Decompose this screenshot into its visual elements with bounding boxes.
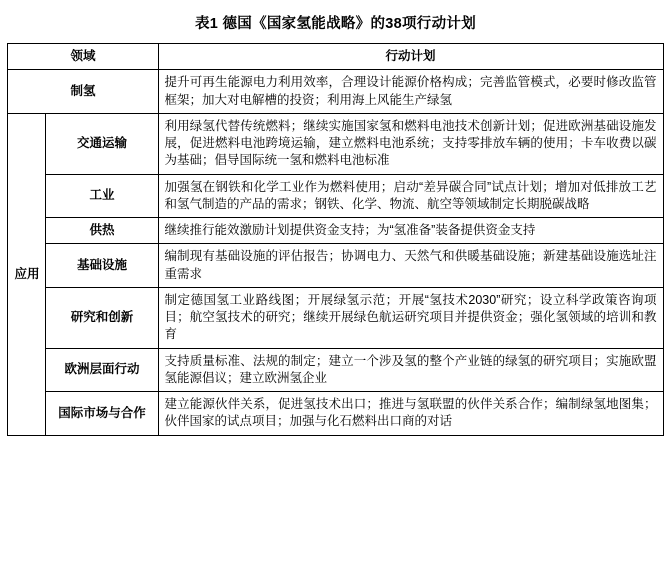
table-row [8,348,663,392]
row-content: 提升可再生能源电力利用效率，合理设计能源价格构成；完善监管模式，必要时修改监管框架；加大对电解槽的投资；利用海上风能生产绿氢 [158,70,663,114]
row-subcategory-infrastructure: 基础设施 [46,244,158,288]
row-content: 编制现有基础设施的评估报告；协调电力、天然气和供暖基础设施；新建基础设施选址注重需求 [158,244,663,288]
row-content: 加强氢在钢铁和化学工业作为燃料使用；启动“差异碳合同”试点计划；增加对低排放工艺和氢气制造的产品的需求；钢铁、化学、物流、航空等领域制定长期脱碳战略 [158,174,663,218]
row-subcategory-international-market: 国际市场与合作 [46,392,158,436]
table-row [8,113,663,174]
row-subcategory-heating: 供热 [46,218,158,244]
table-row [8,287,663,348]
table-row [8,70,663,114]
row-content: 建立能源伙伴关系，促进氢技术出口；推进与氢联盟的伙伴关系合作；编制绿氢地图集；伙伴国家的试点项目；加强与化石燃料出口商的对话 [158,392,663,436]
row-content: 利用绿氢代替传统燃料；继续实施国家氢和燃料电池技术创新计划；促进欧洲基础设施发展，促进燃料电池跨境运输，建立燃料电池系统；支持零排放车辆的使用；卡车收费以碳为基础；倡导国际统一氢和燃料电池标准 [158,113,663,174]
table-caption: 表1 德国《国家氢能战略》的38项行动计划 [194,16,477,32]
table-row [8,244,663,288]
row-category-application: 应用 [8,113,46,435]
row-category-hydrogen-production: 制氢 [8,70,158,114]
row-subcategory-european-action: 欧洲层面行动 [46,348,158,392]
row-subcategory-research-innovation: 研究和创新 [46,287,158,348]
table-row [8,218,663,244]
header-domain: 领域 [8,44,158,70]
action-plan-table [7,43,663,436]
table-row [8,174,663,218]
table-row [8,392,663,436]
row-content: 继续推行能效激励计划提供资金支持；为“氢准备”装备提供资金支持 [158,218,663,244]
table-header-row [8,44,663,70]
row-content: 支持质量标准、法规的制定；建立一个涉及氢的整个产业链的绿氢的研究项目；实施欧盟氢能源倡议；建立欧洲氢企业 [158,348,663,392]
row-content: 制定德国氢工业路线图；开展绿氢示范；开展“氢技术2030”研究；设立科学政策咨询项目；航空氢技术的研究；继续开展绿色航运研究项目并提供资金；强化氢领域的培训和教育 [158,287,663,348]
row-subcategory-transport: 交通运输 [46,113,158,174]
row-subcategory-industry: 工业 [46,174,158,218]
header-action-plan: 行动计划 [158,44,663,70]
